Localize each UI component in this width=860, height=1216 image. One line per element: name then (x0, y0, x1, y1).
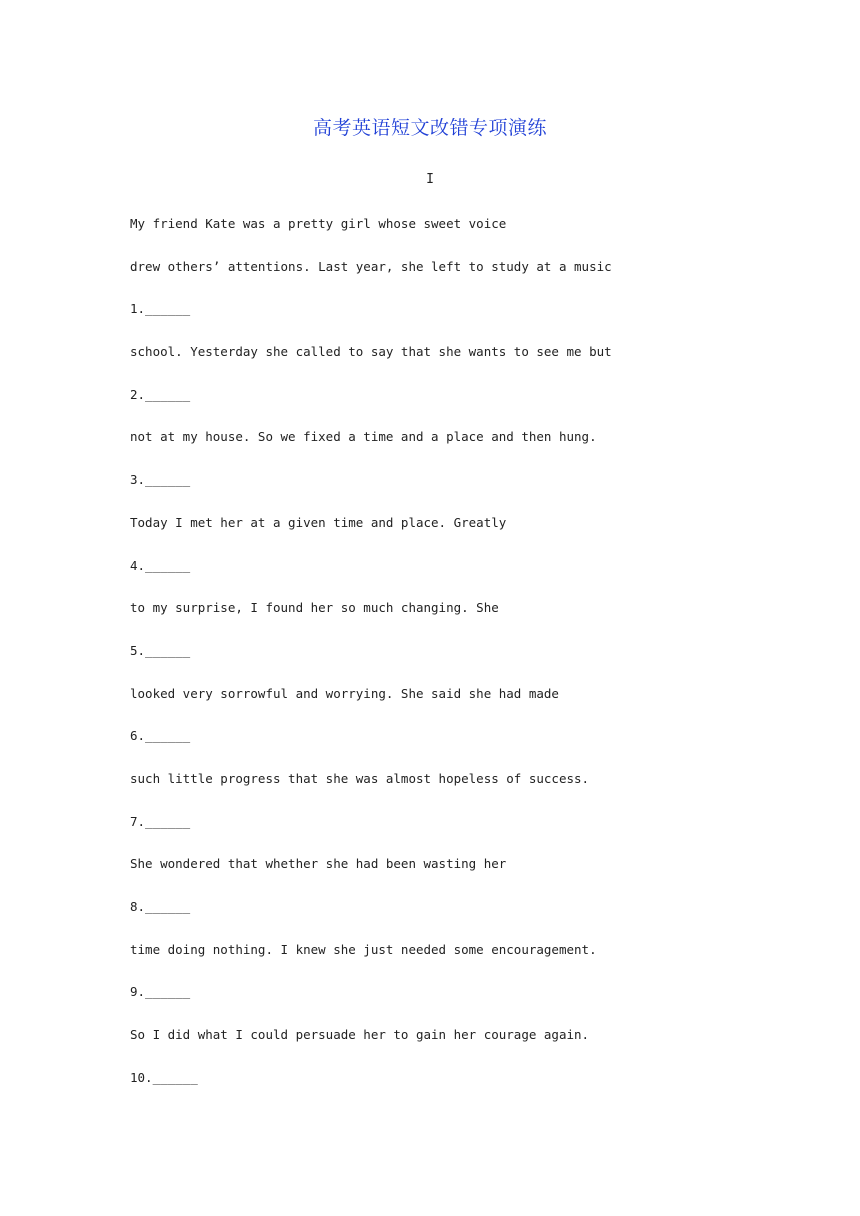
answer-blank: 1.______ (130, 301, 191, 317)
text-line: time doing nothing. I knew she just needed some encouragement. (130, 941, 597, 957)
text-line: school. Yesterday she called to say that she wants to see me but (130, 344, 612, 360)
answer-blank: 5.______ (130, 642, 191, 658)
text-line: such little progress that she was almost hopeless of success. (130, 770, 590, 786)
text-line: drew others’ attentions. Last year, she left to study at a music (130, 258, 612, 274)
answer-blank: 6.______ (130, 728, 191, 744)
text-line: looked very sorrowful and worrying. She said she had made (130, 685, 559, 701)
answer-blank: 10.______ (130, 1069, 198, 1085)
answer-blank: 8.______ (130, 899, 191, 914)
answer-blank: 9.______ (130, 984, 191, 1000)
text-line: not at my house. So we fixed a time and a place and then hung. (130, 429, 597, 445)
answer-blank: 4.______ (130, 557, 191, 573)
text-line: to my surprise, I found her so much changing. She (130, 600, 499, 616)
section-number: I (426, 172, 434, 187)
document-title: 高考英语短文改错专项演练 (312, 117, 547, 139)
text-line: Today I met her at a given time and place. Greatly (130, 514, 507, 530)
answer-blank: 2.______ (130, 386, 191, 402)
exercise-lines (130, 214, 612, 1110)
answer-blank: 3.______ (130, 472, 191, 488)
text-line: So I did what I could persuade her to gain her courage again. (130, 1027, 590, 1043)
text-line: My friend Kate was a pretty girl whose sweet voice (130, 216, 507, 231)
text-line: She wondered that whether she had been wasting her (130, 856, 507, 872)
answer-blank: 7.______ (130, 813, 191, 829)
